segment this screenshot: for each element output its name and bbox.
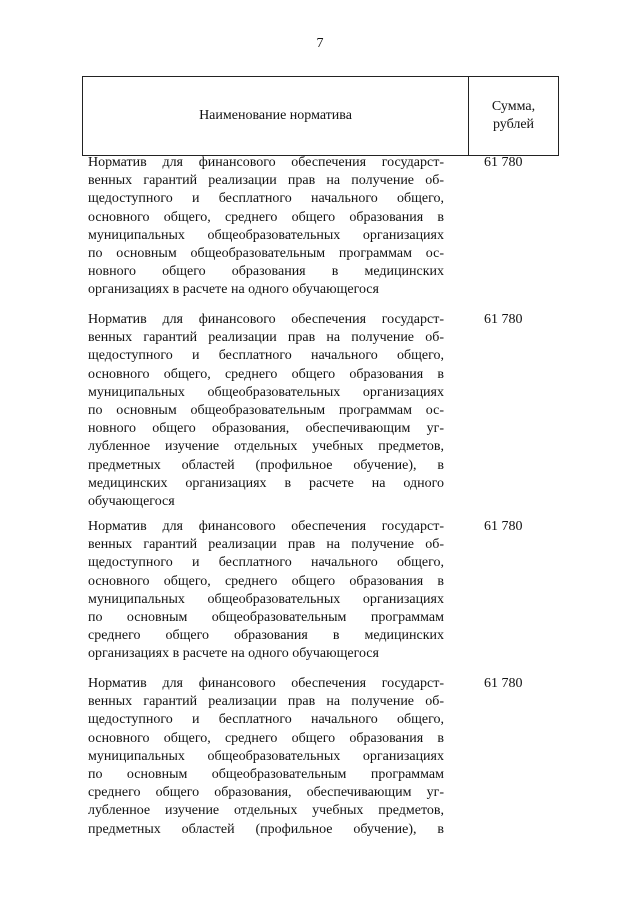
row-description xyxy=(88,311,444,511)
text-line: щедоступного и бесплатного начального общего, xyxy=(88,191,444,207)
text-line: новного общего образования в медицинских xyxy=(88,264,444,280)
text-line: венных гарантий реализации прав на получение об- xyxy=(88,330,444,346)
text-line: медицинских организациях в расчете на одного xyxy=(88,475,444,491)
text-line: муниципальных общеобразовательных организациях xyxy=(88,227,444,243)
text-line: лубленное изучение отдельных учебных предметов, xyxy=(88,439,444,455)
text-line: по основным общеобразовательным программам xyxy=(88,767,444,783)
text-line: основного общего, среднего общего образования в xyxy=(88,366,444,382)
column-header-sum xyxy=(469,77,558,155)
text-line: Норматив для финансового обеспечения государст- xyxy=(88,155,444,170)
text-line: предметных областей (профильное обучение), в xyxy=(88,457,444,473)
text-line: среднего общего образования, обеспечивающим уг- xyxy=(88,785,444,801)
column-header-sum-line2: рублей xyxy=(492,117,535,132)
text-line: организациях в расчете на одного обучающегося xyxy=(88,282,379,298)
text-line: венных гарантий реализации прав на получение об- xyxy=(88,694,444,710)
row-sum: 61 780 xyxy=(484,519,523,534)
text-line: щедоступного и бесплатного начального общего, xyxy=(88,348,444,364)
row-description xyxy=(88,675,444,839)
row-description xyxy=(88,154,444,300)
text-line: новного общего образования, обеспечивающим уг- xyxy=(88,421,444,437)
text-line: муниципальных общеобразовательных организациях xyxy=(88,591,444,607)
page-number: 7 xyxy=(316,36,324,51)
text-line: предметных областей (профильное обучение), в xyxy=(88,821,444,837)
column-header-sum-line1: Сумма, xyxy=(491,99,536,114)
row-sum: 61 780 xyxy=(484,155,523,170)
text-line: щедоступного и бесплатного начального общего, xyxy=(88,712,444,728)
text-line: щедоступного и бесплатного начального общего, xyxy=(88,555,444,571)
text-line: муниципальных общеобразовательных организациях xyxy=(88,748,444,764)
text-line: Норматив для финансового обеспечения государст- xyxy=(88,519,444,534)
text-line: Норматив для финансового обеспечения государст- xyxy=(88,676,444,691)
row-sum: 61 780 xyxy=(484,312,523,327)
text-line: основного общего, среднего общего образования в xyxy=(88,730,444,746)
text-line: обучающегося xyxy=(88,494,175,510)
text-line: по основным общеобразовательным программам ос- xyxy=(88,246,444,262)
text-line: по основным общеобразовательным программам ос- xyxy=(88,403,444,419)
row-description xyxy=(88,518,444,664)
text-line: основного общего, среднего общего образования в xyxy=(88,209,444,225)
row-sum: 61 780 xyxy=(484,676,523,691)
text-line: венных гарантий реализации прав на получение об- xyxy=(88,537,444,553)
text-line: муниципальных общеобразовательных организациях xyxy=(88,384,444,400)
table-header xyxy=(82,76,559,156)
text-line: лубленное изучение отдельных учебных предметов, xyxy=(88,803,444,819)
text-line: основного общего, среднего общего образования в xyxy=(88,573,444,589)
text-line: среднего общего образования в медицинских xyxy=(88,628,444,644)
text-line: по основным общеобразовательным программам xyxy=(88,610,444,626)
text-line: Норматив для финансового обеспечения государст- xyxy=(88,312,444,327)
column-header-name: Наименование норматива xyxy=(83,77,469,155)
text-line: организациях в расчете на одного обучающегося xyxy=(88,646,379,662)
text-line: венных гарантий реализации прав на получение об- xyxy=(88,173,444,189)
